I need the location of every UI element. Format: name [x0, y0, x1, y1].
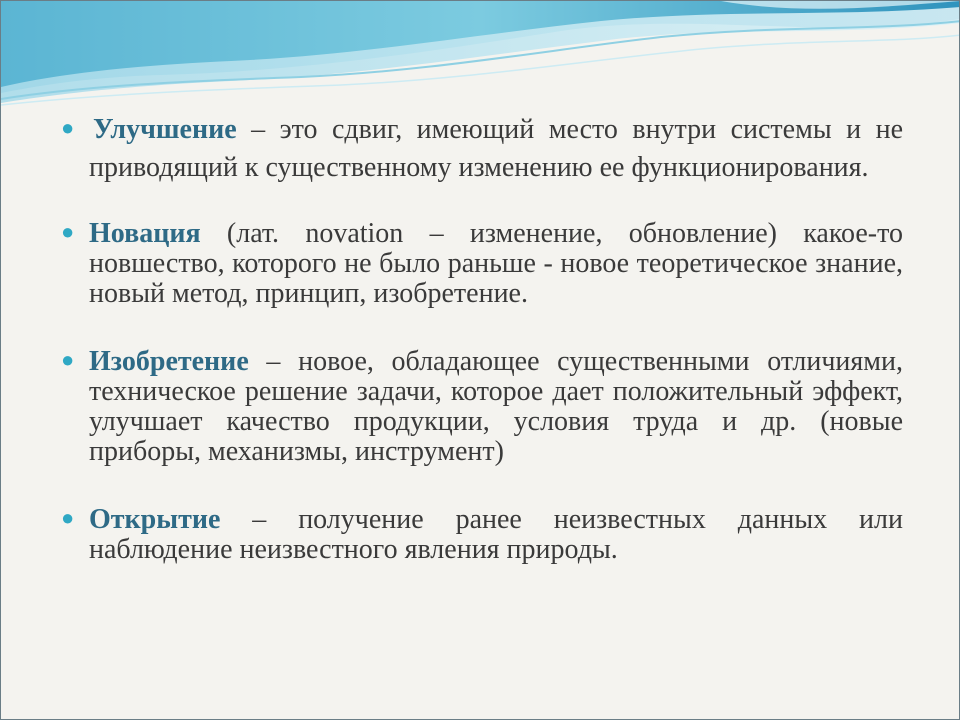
term-discovery: Открытие — [89, 504, 221, 535]
definition-invention: – новое, обладающее существенными отличиями, техническое решение задачи, которое дает положительный эффект, улучшает качество продукции, условия труда и др. (новые приборы, механизмы, инструмент) — [89, 346, 903, 467]
term-novation: Новация — [89, 218, 201, 249]
term-improvement: Улучшение — [93, 114, 237, 145]
bullet-dot-icon: ● — [61, 115, 75, 140]
bullet-dot-icon: ● — [61, 505, 75, 530]
definition-novation: (лат. novation – изменение, обновление) какое-то новшество, которого не было раньше - новое теоретическое знание, новый метод, принцип, изобретение. — [89, 218, 903, 309]
bullet-item-improvement — [61, 111, 903, 187]
definition-improvement: – это сдвиг, имеющий место внутри системы и не приводящий к существенному изменению ее функционирования. — [89, 114, 903, 183]
definition-discovery: – получение ранее неизвестных данных или наблюдение неизвестного явления природы. — [89, 504, 903, 565]
bullet-dot-icon: ● — [61, 219, 75, 244]
term-invention: Изобретение — [89, 346, 249, 377]
bullet-item-invention — [61, 347, 903, 467]
header-wave-decoration — [1, 1, 960, 111]
bullet-item-novation — [61, 219, 903, 309]
bullet-list — [61, 105, 903, 565]
bullet-dot-icon: ● — [61, 347, 75, 372]
bullet-item-discovery — [61, 505, 903, 565]
